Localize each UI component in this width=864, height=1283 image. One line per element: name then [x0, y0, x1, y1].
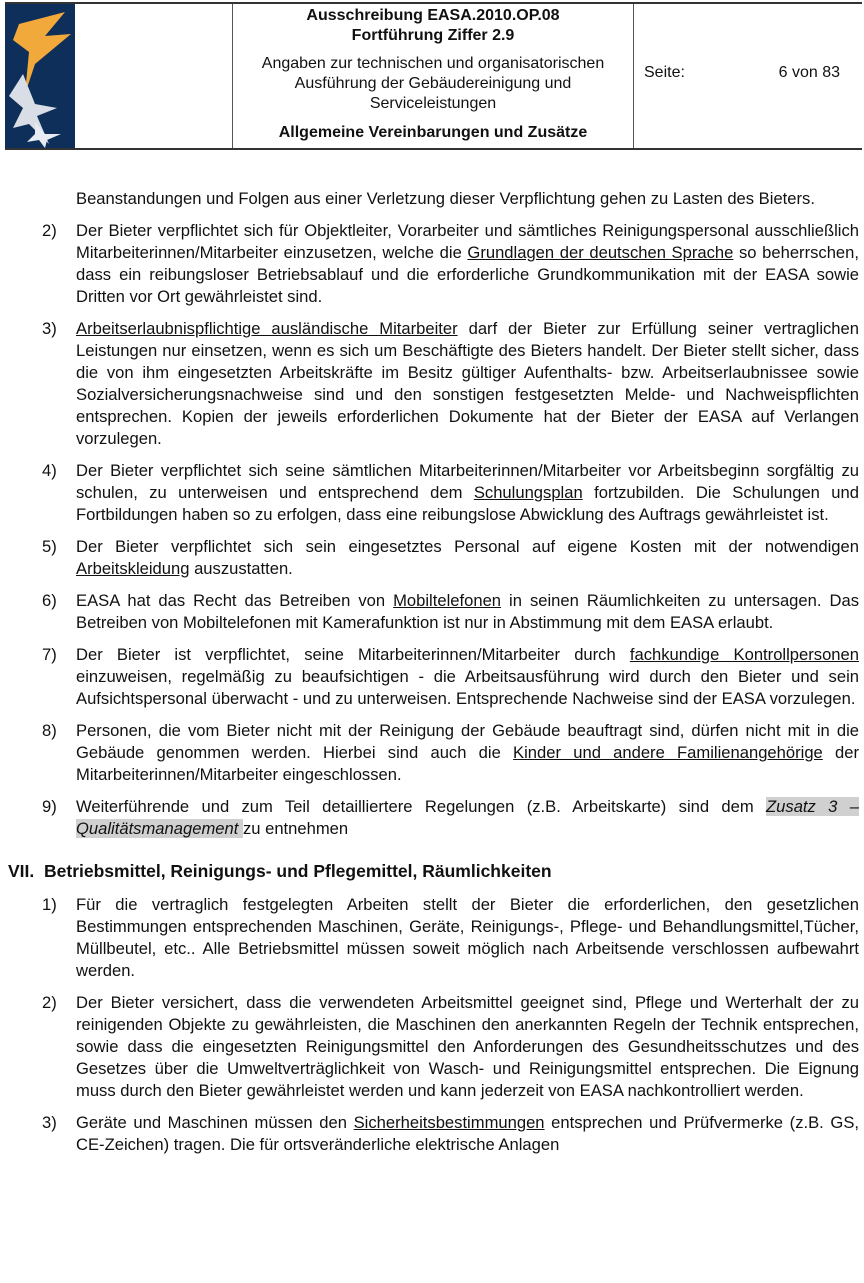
- text-segment: fortzubilden. Die Schulungen und Fortbildungen haben so zu erfolgen, dass eine reibungslose Abwicklung des Auftrags gewährleistet ist.: [76, 483, 859, 524]
- text-segment: entsprechen und Prüfvermerke (z.B. GS, CE-Zeichen) tragen. Die für ortsveränderliche elektrische Anlagen: [76, 1113, 859, 1154]
- text-segment: Weiterführende und zum Teil detailliertere Regelungen (z.B. Arbeitskarte) sind dem: [76, 797, 767, 816]
- text-segment: einzuweisen, regelmäßig zu beaufsichtigen - die Arbeitsausführung wird durch den Bieter und sein Aufsichtspersonal überwacht - und zu unterweisen. Entsprechende Nachweise sind der EASA vorzulegen.: [76, 667, 859, 708]
- item-number: 1): [42, 895, 57, 914]
- header-title: Ausschreibung EASA.2010.OP.08: [306, 7, 560, 24]
- text-segment: Geräte und Maschinen müssen den: [76, 1113, 354, 1132]
- item-number: 3): [42, 1113, 57, 1132]
- header-description: Angaben zur technischen und organisatorischen Ausführung der Gebäudereinigung und Serviceleistungen: [261, 55, 605, 112]
- item-number: 6): [42, 591, 57, 610]
- section-heading: VII. Betriebsmittel, Reinigungs- und Pflegemittel, Räumlichkeiten: [8, 861, 552, 881]
- text-segment: Der Bieter ist verpflichtet, seine Mitarbeiterinnen/Mitarbeiter durch: [76, 645, 630, 664]
- text-segment: Der Bieter versichert, dass die verwendeten Arbeitsmittel geeignet sind, Pflege und Werterhalt der zu reinigenden Objekte zu gewährleisten, die Maschinen den anerkannten Regeln der Technik entsprechen, sowie dass die eingesetzten Reinigungsmittel den Anforderungen des Gesundheitsschutzes und des Gesetzes über die Umweltverträglichkeit von Wasch- und Reinigungsmittel entsprechen. Die Eignung muss durch den Bieter gewährleistet werden und kann jederzeit von EASA nachkontrolliert werden.: [76, 993, 859, 1100]
- text-segment: darf der Bieter zur Erfüllung seiner vertraglichen Leistungen nur einsetzen, wenn es sich um Beschäftigte des Bieters handelt. Der Bieter stellt sicher, dass die von ihm eingesetzten Arbeitskräfte im Besitz gültiger Aufenthalts- bzw. Arbeitserlaubnissee sowie Sozialversicherungsnachweise sind und den sonstigen festgesetzten Melde- und Nachweispflichten entsprechen. Kopien der jeweils erforderlichen Dokumente hat der Bieter der EASA auf Verlangen vorzulegen.: [76, 319, 859, 448]
- header-subtitle-ref: Fortführung Ziffer 2.9: [351, 27, 515, 44]
- list-section-6: [0, 220, 864, 840]
- underlined-term: Kinder und andere Familienangehörige: [513, 743, 823, 762]
- underlined-term: Mobiltelefonen: [393, 591, 502, 610]
- list-item: [42, 536, 859, 580]
- text-segment: auszustatten.: [189, 559, 293, 578]
- item-number: 3): [42, 319, 57, 338]
- text-segment: EASA hat das Recht das Betreiben von: [76, 591, 394, 610]
- item-number: 9): [42, 797, 57, 816]
- text-segment: der Mitarbeiterinnen/Mitarbeiter eingeschlossen.: [76, 743, 860, 784]
- list-item: [42, 460, 859, 526]
- document-body: [0, 188, 864, 1166]
- item-number: 2): [42, 221, 57, 240]
- text-segment: Personen, die vom Bieter nicht mit der Reinigung der Gebäude beauftragt sind, dürfen nicht mit in die Gebäude genommen werden. Hierbei sind auch die: [76, 721, 859, 762]
- page-number: 6 von 83: [778, 64, 840, 81]
- item-number: 4): [42, 461, 57, 480]
- underlined-term: Arbeitserlaubnispflichtige ausländische Mitarbeiter: [76, 319, 458, 338]
- text-segment: so beherrschen, dass ein reibungsloser Betriebsablauf und die erforderliche Grundkommunikation mit der EASA sowie Dritten vor Ort gewährleistet sind.: [76, 243, 859, 306]
- underlined-term: fachkundige Kontrollpersonen: [629, 645, 859, 664]
- text-segment: Der Bieter verpflichtet sich seine sämtlichen Mitarbeiterinnen/Mitarbeiter vor Arbeitsbeginn sorgfältig zu schulen, zu unterweisen und entsprechend dem: [76, 461, 859, 502]
- easa-logo: [5, 4, 75, 148]
- underlined-term: Schulungsplan: [473, 483, 583, 502]
- text-segment: Der Bieter verpflichtet sich sein eingesetztes Personal auf eigene Kosten mit der notwendigen: [76, 537, 859, 556]
- intro-paragraph: Beanstandungen und Folgen aus einer Verletzung dieser Verpflichtung gehen zu Lasten des Bieters.: [76, 189, 815, 208]
- list-item: [42, 894, 859, 982]
- item-number: 8): [42, 721, 57, 740]
- header-section: Allgemeine Vereinbarungen und Zusätze: [278, 124, 588, 141]
- document-header: [5, 2, 862, 150]
- highlighted-reference: Zusatz 3 – Qualitätsmanagement: [76, 797, 859, 838]
- underlined-term: Arbeitskleidung: [76, 559, 190, 578]
- text-segment: zu entnehmen: [242, 819, 349, 838]
- text-segment: Für die vertraglich festgelegten Arbeiten stellt der Bieter die erforderlichen, den gesetzlichen Bestimmungen entsprechenden Maschinen, Geräte, Reinigungs-, Pflege- und Behandlungsmittel,Tücher, Müllbeutel, etc.. Alle Betriebsmittel müssen soweit möglich nach Arbeitsende verschlossen aufbewahrt werden.: [76, 895, 859, 980]
- item-number: 7): [42, 645, 57, 664]
- item-number: 2): [42, 993, 57, 1012]
- underlined-term: Sicherheitsbestimmungen: [353, 1113, 545, 1132]
- list-item: [42, 992, 859, 1102]
- list-item: [42, 1112, 859, 1156]
- list-item: [42, 796, 859, 840]
- list-item: [42, 220, 859, 308]
- list-item: [42, 720, 860, 786]
- list-item: [42, 590, 859, 634]
- page-label: Seite:: [644, 64, 685, 81]
- item-number: 5): [42, 537, 57, 556]
- list-section-7: [0, 894, 864, 1156]
- list-item: [42, 318, 859, 450]
- underlined-term: Grundlagen der deutschen Sprache: [467, 243, 734, 262]
- text-segment: in seinen Räumlichkeiten zu untersagen. Das Betreiben von Mobiltelefonen mit Kamerafunktion ist nur in Abstimmung mit dem EASA erlaubt.: [76, 591, 859, 632]
- list-item: [42, 644, 859, 710]
- text-segment: Der Bieter verpflichtet sich für Objektleiter, Vorarbeiter und sämtliches Reinigungspersonal ausschließlich Mitarbeiterinnen/Mitarbeiter einzusetzen, welche die: [76, 221, 859, 262]
